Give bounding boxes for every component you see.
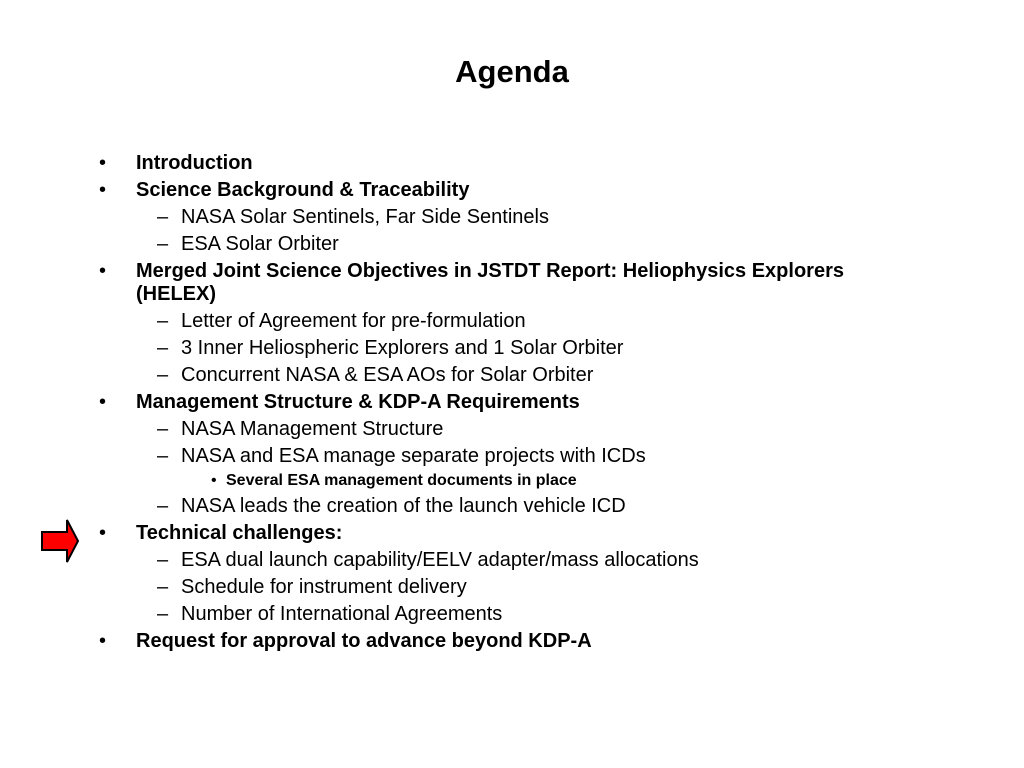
bullet-glyph: • xyxy=(99,522,107,544)
dash-glyph: – xyxy=(157,549,169,571)
dash-glyph: – xyxy=(157,233,169,255)
agenda-item-technical-challenges xyxy=(0,518,1024,545)
agenda-item-text: Technical challenges: xyxy=(136,522,343,544)
agenda-subitem-inner-explorers xyxy=(0,333,1024,360)
agenda-item-merged-objectives xyxy=(0,256,1024,306)
agenda-item-text: Management Structure & KDP-A Requirements xyxy=(136,391,580,413)
agenda-subitem-text: ESA dual launch capability/EELV adapter/mass allocations xyxy=(181,549,699,571)
slide-title: Agenda xyxy=(455,54,569,89)
agenda-subitem-text: 3 Inner Heliospheric Explorers and 1 Solar Orbiter xyxy=(181,337,624,359)
agenda-subitem-text: Number of International Agreements xyxy=(181,603,503,625)
dash-glyph: – xyxy=(157,364,169,386)
agenda-subitem-nasa-sentinels xyxy=(0,202,1024,229)
agenda-item-text: Introduction xyxy=(136,152,253,174)
agenda-item-text: Merged Joint Science Objectives in JSTDT Report: Heliophysics Explorers (HELEX) xyxy=(136,260,844,305)
agenda-subitem-text: NASA Management Structure xyxy=(181,418,444,440)
agenda-subitem-dual-launch xyxy=(0,545,1024,572)
dash-glyph: – xyxy=(157,495,169,517)
dash-glyph: – xyxy=(157,337,169,359)
agenda-subitem-esa-solar-orbiter xyxy=(0,229,1024,256)
agenda-item-management-structure xyxy=(0,387,1024,414)
agenda-subitem-text: Concurrent NASA & ESA AOs for Solar Orbiter xyxy=(181,364,594,386)
bullet-glyph: • xyxy=(99,260,107,282)
dash-glyph: – xyxy=(157,310,169,332)
dash-glyph: – xyxy=(157,206,169,228)
right-arrow-shape xyxy=(42,520,78,562)
agenda-subitem-instrument-delivery xyxy=(0,572,1024,599)
agenda-item-introduction xyxy=(0,148,1024,175)
agenda-subitem-text: NASA and ESA manage separate projects with ICDs xyxy=(181,445,646,467)
agenda-subitem-international-agreements xyxy=(0,599,1024,626)
agenda-subitem-text: ESA Solar Orbiter xyxy=(181,233,339,255)
agenda-subitem-text: NASA Solar Sentinels, Far Side Sentinels xyxy=(181,206,549,228)
bullet-glyph: • xyxy=(99,391,107,413)
agenda-subitem-text: Letter of Agreement for pre-formulation xyxy=(181,310,526,332)
right-arrow-icon xyxy=(40,518,80,564)
agenda-subitem-concurrent-aos xyxy=(0,360,1024,387)
dash-glyph: – xyxy=(157,603,169,625)
agenda-item-text: Request for approval to advance beyond KDP-A xyxy=(136,630,592,652)
agenda-subitem-nasa-management xyxy=(0,414,1024,441)
bullet-glyph: • xyxy=(99,152,107,174)
agenda-subitem-separate-projects xyxy=(0,441,1024,468)
bullet-glyph: • xyxy=(99,630,107,652)
agenda-subsubitem-esa-documents xyxy=(0,468,1024,491)
dash-glyph: – xyxy=(157,576,169,598)
agenda-subitem-text: Schedule for instrument delivery xyxy=(181,576,467,598)
dash-glyph: – xyxy=(157,418,169,440)
agenda-list xyxy=(0,148,1024,653)
agenda-item-text: Science Background & Traceability xyxy=(136,179,470,201)
agenda-subitem-text: NASA leads the creation of the launch vehicle ICD xyxy=(181,495,626,517)
agenda-item-science-background xyxy=(0,175,1024,202)
agenda-subsubitem-text: Several ESA management documents in place xyxy=(226,472,577,489)
bullet-glyph: • xyxy=(211,472,217,489)
agenda-subitem-launch-vehicle-icd xyxy=(0,491,1024,518)
agenda-item-request-for-approval xyxy=(0,626,1024,653)
bullet-glyph: • xyxy=(99,179,107,201)
dash-glyph: – xyxy=(157,445,169,467)
agenda-subitem-letter-of-agreement xyxy=(0,306,1024,333)
